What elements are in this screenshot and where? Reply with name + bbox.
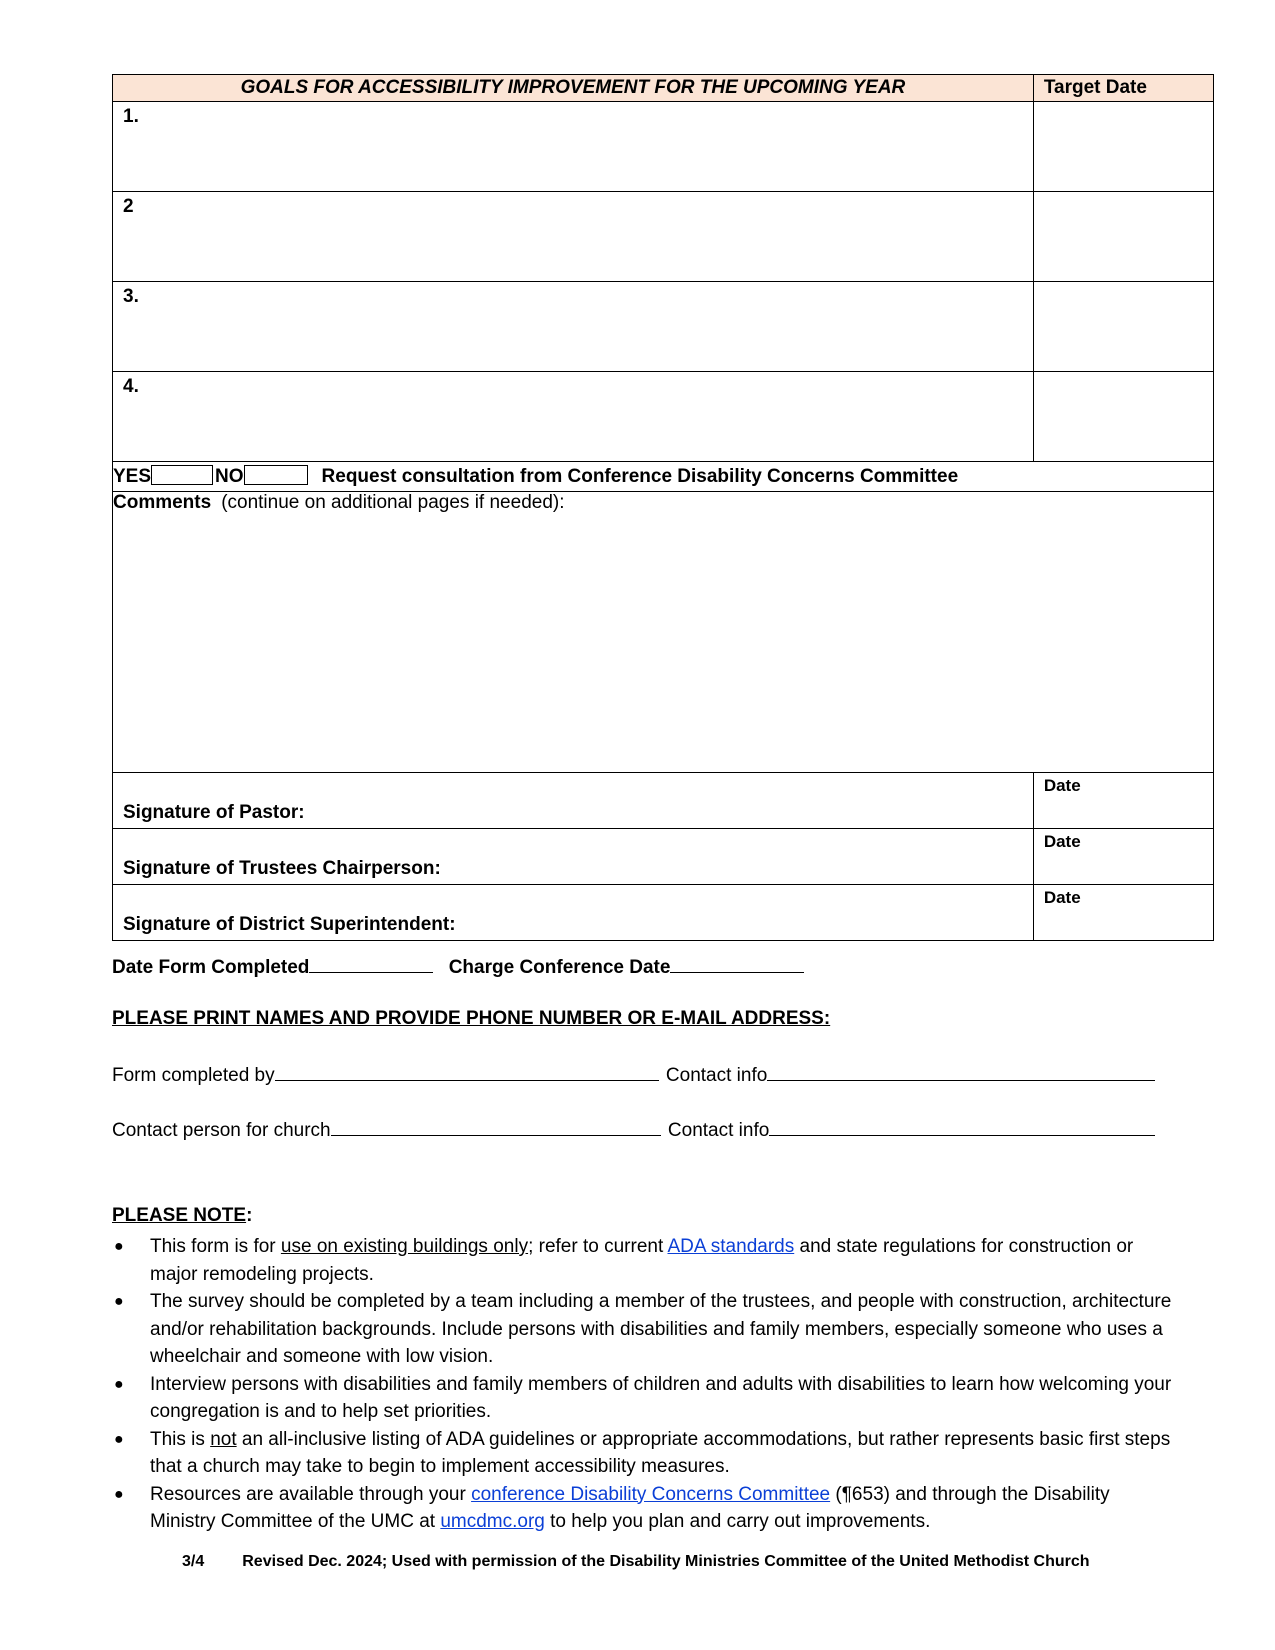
goal-row xyxy=(113,372,1214,462)
goals-header: GOALS FOR ACCESSIBILITY IMPROVEMENT FOR THE UPCOMING YEAR xyxy=(113,75,1034,102)
target-date-cell-2[interactable] xyxy=(1033,192,1213,282)
please-note-colon: : xyxy=(246,1205,253,1226)
goal-cell-4[interactable] xyxy=(113,372,1034,462)
bullet-icon: ● xyxy=(114,1430,124,1448)
list-item xyxy=(112,1481,1172,1536)
contact-info-label: Contact info xyxy=(667,1120,770,1141)
comments-note: (continue on additional pages if needed): xyxy=(221,492,565,513)
form-completed-by-field[interactable] xyxy=(275,1062,659,1081)
consultation-cell xyxy=(113,462,1214,492)
superintendent-date-field[interactable] xyxy=(1033,885,1213,941)
yes-label: YES xyxy=(113,466,152,487)
note-text: and state regulations for construction or major remodeling projects. xyxy=(150,1236,1134,1285)
pastor-date-field[interactable] xyxy=(1033,773,1213,829)
bullet-icon: ● xyxy=(114,1293,124,1310)
consultation-row xyxy=(113,462,1214,492)
conference-committee-link[interactable]: conference Disability Concerns Committee xyxy=(471,1483,831,1505)
no-label: NO xyxy=(215,466,244,487)
goal-number: 4. xyxy=(123,376,139,397)
notes-list xyxy=(112,1233,1172,1536)
list-item xyxy=(112,1288,1172,1371)
note-text: Interview persons with disabilities and family members of children and adults with disabilities to learn how welcoming your congregation is and to help set priorities. xyxy=(150,1373,1172,1422)
goal-row xyxy=(113,102,1214,192)
superintendent-signature-label: Signature of District Superintendent: xyxy=(123,914,456,935)
consultation-text: Request consultation from Conference Disability Concerns Committee xyxy=(321,466,959,487)
contact-info-label: Contact info xyxy=(665,1065,768,1086)
signature-row xyxy=(113,829,1214,885)
goal-number: 3. xyxy=(123,286,139,307)
goal-cell-3[interactable] xyxy=(113,282,1034,372)
contact-person-label: Contact person for church xyxy=(112,1120,331,1141)
goal-row xyxy=(113,192,1214,282)
trustees-date-field[interactable] xyxy=(1033,829,1213,885)
goal-number: 2 xyxy=(123,196,134,217)
charge-conference-date-label: Charge Conference Date xyxy=(448,957,671,978)
note-underlined: not xyxy=(210,1428,237,1450)
comments-row xyxy=(113,492,1214,773)
superintendent-signature-field[interactable] xyxy=(113,885,1034,941)
note-text: Resources are available through your xyxy=(150,1483,472,1505)
umcdmc-link[interactable]: umcdmc.org xyxy=(440,1511,545,1532)
bullet-icon: ● xyxy=(114,1485,124,1503)
goal-row xyxy=(113,282,1214,372)
note-text: to help you plan and carry out improvements. xyxy=(544,1511,931,1532)
note-text: This form is for xyxy=(150,1236,281,1257)
date-form-completed-label: Date Form Completed xyxy=(112,957,310,978)
yes-checkbox[interactable] xyxy=(151,465,213,485)
note-text: ; refer to current xyxy=(528,1236,668,1257)
page-footer xyxy=(182,1553,1090,1571)
note-underlined: use on existing buildings only xyxy=(280,1236,529,1257)
please-note-heading xyxy=(112,1205,252,1227)
goal-number: 1. xyxy=(123,106,139,127)
dates-line xyxy=(112,954,804,979)
date-label: Date xyxy=(1043,832,1081,851)
note-text: This is xyxy=(150,1428,211,1450)
target-date-cell-4[interactable] xyxy=(1033,372,1213,462)
target-date-cell-1[interactable] xyxy=(1033,102,1213,192)
goal-cell-1[interactable] xyxy=(113,102,1034,192)
goal-cell-2[interactable] xyxy=(113,192,1034,282)
goals-table xyxy=(112,74,1214,941)
trustees-signature-field[interactable] xyxy=(113,829,1034,885)
target-date-cell-3[interactable] xyxy=(1033,282,1213,372)
charge-conference-date-field[interactable] xyxy=(670,954,804,973)
contact-info-field-2[interactable] xyxy=(769,1117,1155,1136)
page-number: 3/4 xyxy=(182,1553,205,1570)
form-completed-line xyxy=(112,1062,1155,1087)
no-checkbox[interactable] xyxy=(244,465,308,485)
goals-header-row xyxy=(113,75,1214,102)
contact-person-line xyxy=(112,1117,1155,1142)
pastor-signature-label: Signature of Pastor: xyxy=(123,802,305,823)
print-names-heading: PLEASE PRINT NAMES AND PROVIDE PHONE NUMBER OR E-MAIL ADDRESS: xyxy=(112,1008,831,1029)
note-text: The survey should be completed by a team including a member of the trustees, and people with construction, architecture and/or rehabilitation backgrounds. Include persons with disabilities and family members, especially someone who uses a wheelchair and someone with low vision. xyxy=(150,1291,1172,1367)
trustees-signature-label: Signature of Trustees Chairperson: xyxy=(123,858,441,879)
form-completed-by-label: Form completed by xyxy=(112,1065,275,1086)
comments-label: Comments xyxy=(113,492,212,513)
contact-info-field[interactable] xyxy=(767,1062,1155,1081)
list-item xyxy=(112,1371,1172,1426)
date-form-completed-field[interactable] xyxy=(309,954,433,973)
note-text: an all-inclusive listing of ADA guidelines or appropriate accommodations, but rather represents basic first steps that a church may take to begin to implement accessibility measures. xyxy=(150,1428,1171,1477)
comments-field[interactable] xyxy=(113,492,1214,773)
ada-standards-link[interactable]: ADA standards xyxy=(667,1236,795,1257)
list-item xyxy=(112,1233,1172,1288)
pastor-signature-field[interactable] xyxy=(113,773,1034,829)
date-label: Date xyxy=(1043,776,1081,795)
target-date-header: Target Date xyxy=(1033,75,1213,102)
list-item xyxy=(112,1426,1172,1481)
bullet-icon: ● xyxy=(114,1375,124,1393)
footer-text: Revised Dec. 2024; Used with permission of the Disability Ministries Committee of the United Methodist Church xyxy=(242,1553,1090,1570)
signature-row xyxy=(113,773,1214,829)
bullet-icon: ● xyxy=(114,1238,124,1255)
contact-person-field[interactable] xyxy=(331,1117,661,1136)
date-label: Date xyxy=(1043,888,1081,907)
signature-row xyxy=(113,885,1214,941)
please-note-title: PLEASE NOTE xyxy=(112,1205,247,1226)
note-text: (¶653) and through the Disability Ministry Committee of the UMC at xyxy=(150,1483,1110,1532)
